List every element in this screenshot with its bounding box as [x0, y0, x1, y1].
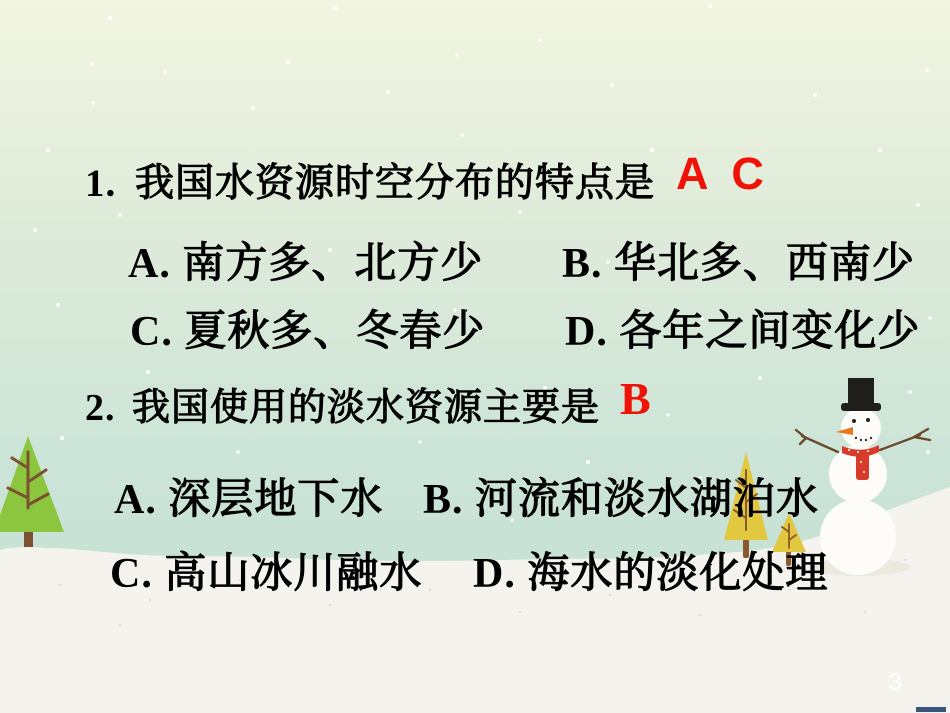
- option-1c: C. 夏秋多、冬春少: [130, 309, 486, 355]
- option-1d: D. 各年之间变化少: [565, 309, 921, 355]
- question-2: [85, 376, 600, 431]
- option-2d: D. 海水的淡化处理: [473, 551, 829, 597]
- question-2-text: 我国使用的淡水资源主要是: [132, 387, 601, 429]
- question-1-answer: A C: [676, 148, 770, 199]
- question-1: [85, 152, 655, 208]
- option-2a: A. 深层地下水: [114, 477, 384, 523]
- question-2-answer: B: [620, 373, 651, 424]
- option-1a: A. 南方多、北方少: [128, 241, 484, 287]
- question-2-number: 2.: [85, 387, 116, 429]
- option-1b: B. 华北多、西南少: [562, 241, 916, 287]
- page-number: 3: [888, 669, 902, 696]
- corner-scrollbar-fragment[interactable]: [916, 707, 946, 712]
- question-1-number: 1.: [85, 162, 117, 205]
- option-2b: B. 河流和淡水湖泊水: [423, 477, 820, 523]
- question-1-text: 我国水资源时空分布的特点是: [135, 162, 656, 205]
- option-2c: C. 高山冰川融水: [110, 551, 423, 597]
